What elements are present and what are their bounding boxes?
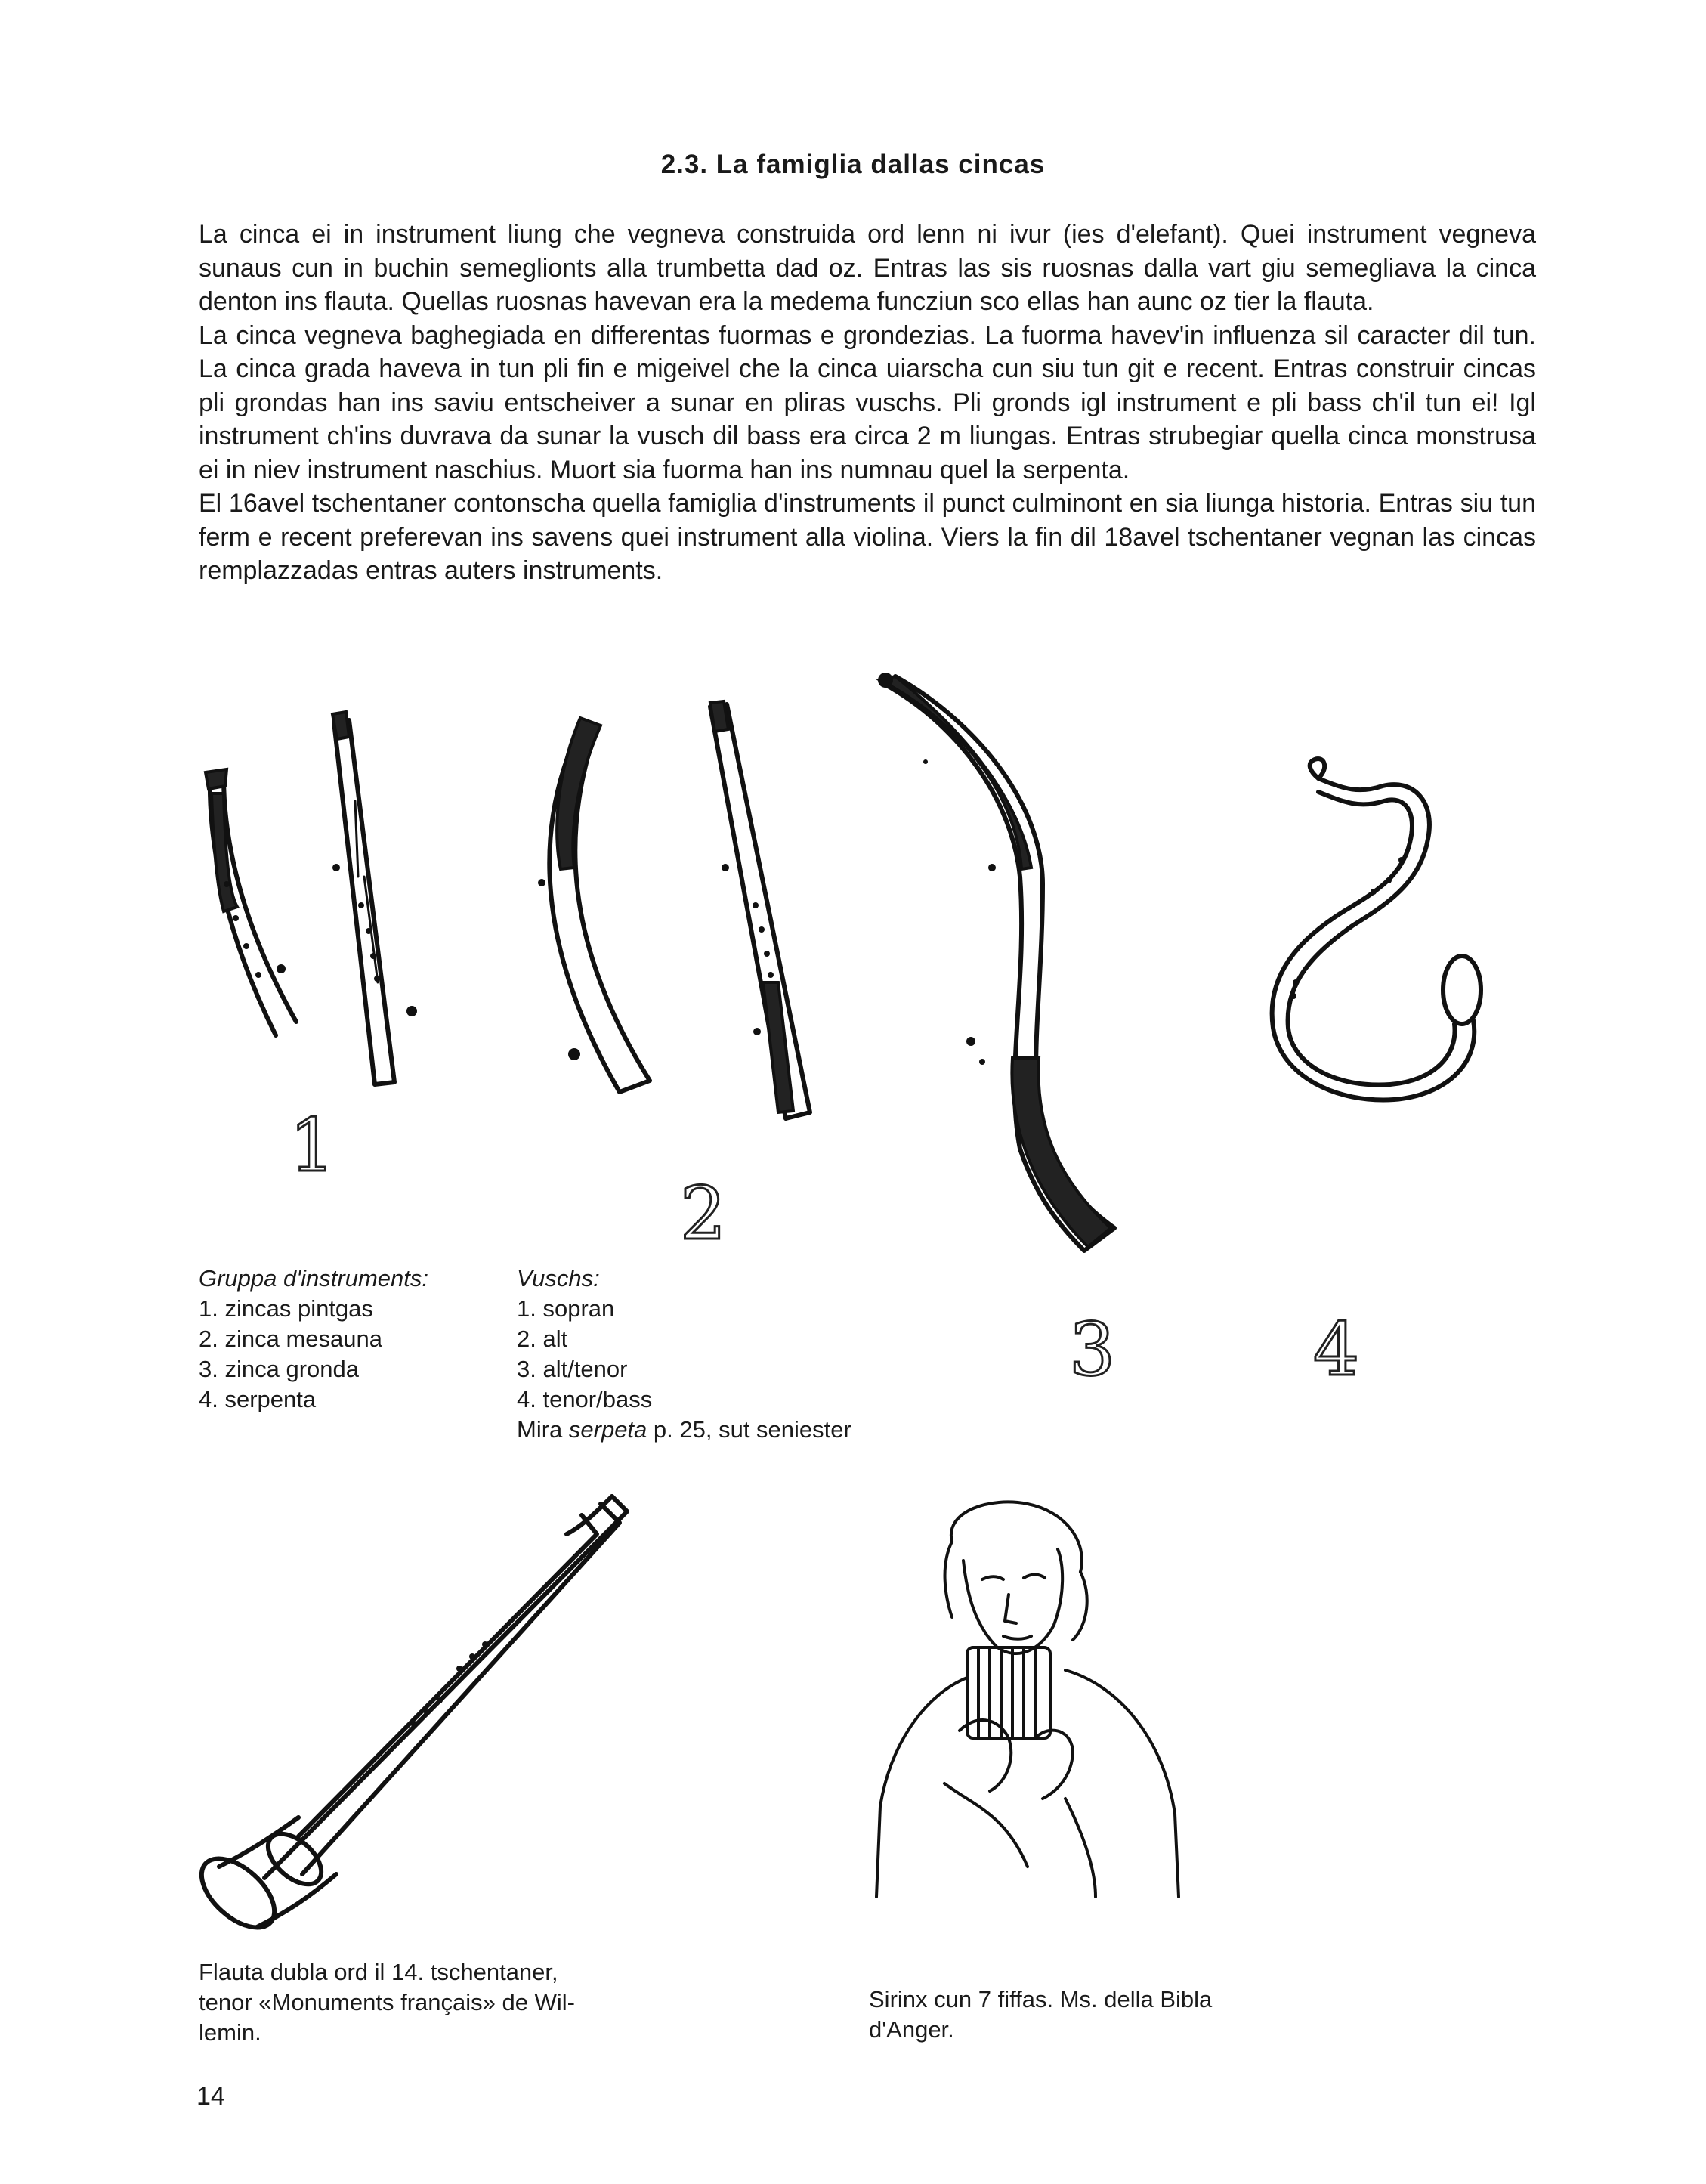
medium-curved-cornett-drawing [538, 718, 650, 1092]
flute-caption-line: Flauta dubla ord il 14. tschentaner, [199, 1959, 558, 1985]
legend-voice-item: 1. sopran [517, 1295, 615, 1322]
legend-group-item: 4. serpenta [199, 1386, 317, 1412]
sirinx-caption [869, 1984, 1212, 2045]
legend-voices-note: Mira serpeta p. 25, sut seniester [517, 1416, 851, 1443]
body-text [199, 218, 1536, 588]
sirinx-player-drawing [869, 1489, 1186, 1904]
small-curved-cornett-drawing [206, 769, 296, 1035]
legend-group-item: 2. zinca mesauna [199, 1326, 382, 1352]
cornett-family-illustration [0, 657, 1706, 1307]
sirinx-caption-line: d'Anger. [869, 2016, 954, 2043]
legend-voice-item: 3. alt/tenor [517, 1356, 628, 1382]
paragraph-3: El 16avel tschentaner contonscha quella famiglia d'instruments il punct culminont en sia liunga historia. Entras siu tun ferm e recent preferevan ins savens quei instrument alla violina. Viers la fin dil 18avel tschentaner vegnan las cincas remplazzadas entras auters instruments. [199, 489, 1536, 585]
instrument-groups-legend [199, 1264, 428, 1415]
flute-caption-line: lemin. [199, 2019, 261, 2046]
page-number: 14 [196, 2082, 225, 2111]
figure-number-4: 4 [1313, 1307, 1360, 1392]
double-flute-drawing [174, 1481, 657, 1942]
legend-voice-item: 4. tenor/bass [517, 1386, 653, 1412]
legend-groups-heading: Gruppa d'instruments: [199, 1265, 429, 1292]
legend-group-item: 1. zincas pintgas [199, 1295, 373, 1322]
figure-number-3: 3 [1069, 1307, 1116, 1392]
paragraph-1: La cinca ei in instrument liung che vegneva construida ord lenn ni ivur (ies d'elefant). Quei instrument vegneva sunaus cun in buchin semeglionts alla trumbetta dad oz. Entras las sis ruosnas dalla vart giu semegliava la cinca denton ins flauta. Quellas ruosnas havevan era la medema funcziun sco ellas han aunc oz tier la flauta. [199, 220, 1536, 316]
section-heading: 2.3. La famiglia dallas cincas [660, 150, 1046, 179]
flute-caption [199, 1957, 575, 2048]
small-straight-cornett-drawing [332, 712, 417, 1084]
legend-group-item: 3. zinca gronda [199, 1356, 359, 1382]
figure-number-1: 1 [289, 1103, 336, 1188]
medium-straight-cornett-drawing [710, 701, 810, 1118]
legend-voice-item: 2. alt [517, 1326, 568, 1352]
figure-number-2: 2 [680, 1171, 727, 1256]
flute-caption-line: tenor «Monuments français» de Wil- [199, 1989, 575, 2015]
paragraph-2: La cinca vegneva baghegiada en differentas fuormas e grondezias. La fuorma havev'in influenza sil caracter dil tun. La cinca grada haveva in tun pli fin e migeivel che la cinca uiarscha cun siu tun git e recent. Entras construir cincas pli grondas han ins saviu entscheiver a sunar en pliras vuschs. Pli gronds igl instrument e pli bass ch'il tun ei! Igl instrument ch'ins duvrava da sunar la vusch dil bass era circa 2 m liungas. Entras strubegiar quella cinca monstrusa ei in niev instrument naschius. Muort sia fuorma han ins numnau quel la serpenta. [199, 320, 1536, 484]
serpent-drawing [1272, 759, 1481, 1100]
large-cornett-drawing [878, 673, 1114, 1251]
voices-legend [517, 1264, 851, 1445]
serpeta-italic: serpeta [568, 1416, 647, 1443]
legend-voices-heading: Vuschs: [517, 1265, 600, 1292]
sirinx-caption-line: Sirinx cun 7 fiffas. Ms. della Bibla [869, 1986, 1213, 2012]
